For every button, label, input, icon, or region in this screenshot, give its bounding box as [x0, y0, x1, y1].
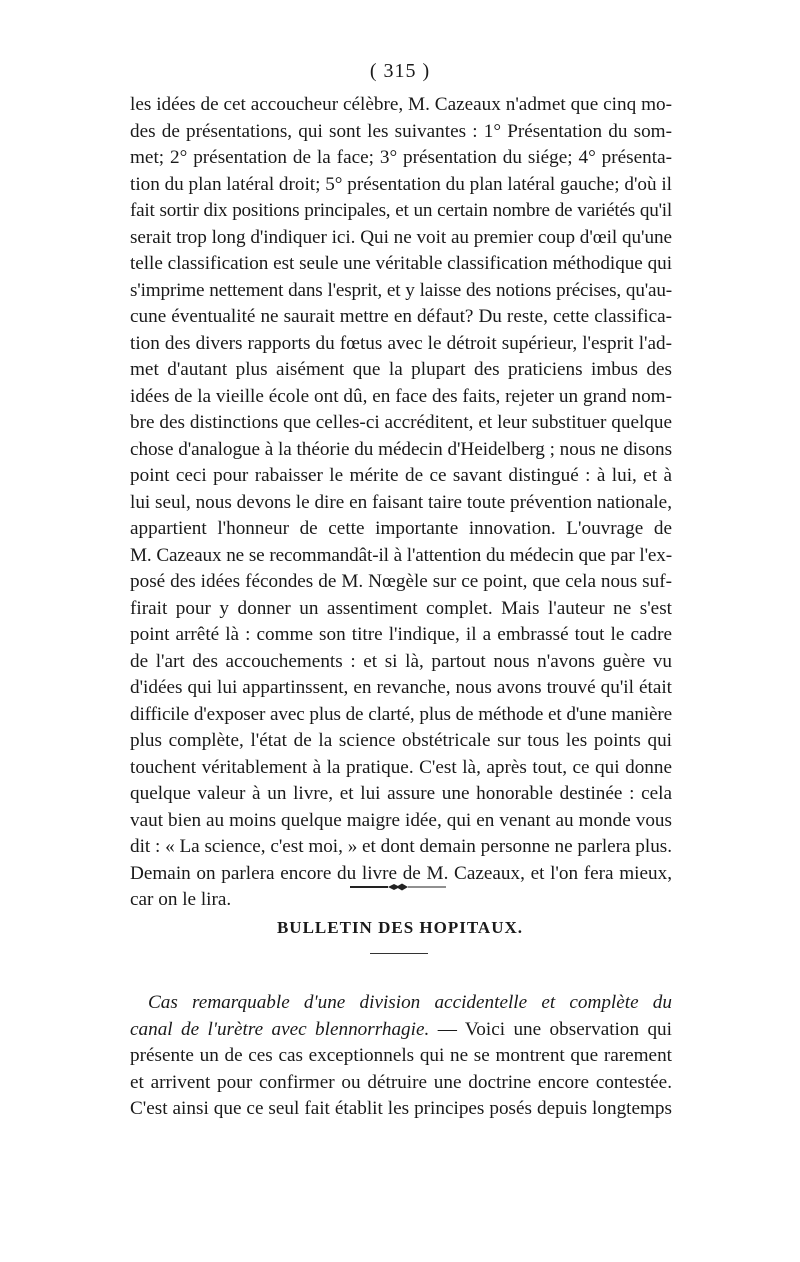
text-line: point ceci pour rabaisser le mérite de ce savant distingué : à lui, et à: [130, 465, 672, 486]
text-line: touchent véritablement à la pratique. C'est là, après tout, ce qui donne: [130, 756, 672, 778]
text-line: firait pour y donner un assentiment complet. Mais l'auteur ne s'est: [130, 597, 672, 619]
text-line: présente un de ces cas exceptionnels qui ne se montrent que rarement: [130, 1045, 672, 1066]
text-line: chose d'analogue à la théorie du médecin d'Heidelberg ; nous ne disons: [130, 438, 672, 460]
title-underline-rule: [370, 953, 428, 954]
text-line: telle classification est seule une véritable classification méthodique qui: [130, 253, 672, 274]
text-line: cune éventualité ne saurait mettre en défaut? Du reste, cette classifica-: [130, 306, 672, 327]
text-line: plus complète, l'état de la science obstétricale sur tous les points qui: [130, 730, 672, 751]
text-line: bre des distinctions que celles-ci accréditent, et leur substituer quelque: [130, 412, 672, 433]
case-title: Cas remarquable d'une division accidentelle et complète du: [148, 992, 672, 1013]
text-line: vaut bien au moins quelque maigre idée, qui en venant au monde vous: [130, 809, 672, 831]
case-report-paragraph: [130, 990, 672, 1123]
case-title-line: [130, 990, 672, 1017]
text-line: s'imprime nettement dans l'esprit, et y laisse des notions précises, qu'au-: [130, 279, 672, 301]
case-intro: — Voici une observation qui: [429, 1018, 672, 1040]
case-title-continued: canal de l'urètre avec blennorrhagie.: [130, 1018, 430, 1040]
text-line: M. Cazeaux ne se recommandât-il à l'attention du médecin que par l'ex-: [130, 544, 672, 566]
text-line: dit : « La science, c'est moi, » et dont demain personne ne parlera plus.: [130, 836, 672, 857]
text-line: idées de la vieille école ont dû, en face des faits, rejeter un grand nom-: [130, 385, 672, 407]
text-line: [130, 1017, 672, 1044]
text-line: car on le lira.: [130, 889, 232, 910]
text-line: difficile d'exposer avec plus de clarté, plus de méthode et d'une manière: [130, 703, 672, 725]
text-line: et arrivent pour confirmer ou détruire une doctrine encore contestée.: [130, 1071, 672, 1093]
text-line: posé des idées fécondes de M. Nœgèle sur ce point, que cela nous suf-: [130, 571, 672, 592]
text-line: quelque valeur à un livre, et lui assure une honorable destinée : cela: [130, 783, 672, 804]
text-line: tion du plan latéral droit; 5° présentation du plan latéral gauche; d'où il: [130, 173, 672, 195]
text-line: met d'autant plus aisément que la plupart des praticiens imbus des: [130, 359, 672, 380]
review-paragraph: [130, 92, 672, 914]
section-title: BULLETIN DES HOPITAUX.: [276, 918, 524, 937]
text-line: point arrêté là : comme son titre l'indique, il a embrassé tout le cadre: [130, 624, 672, 645]
section-divider-ornament: [350, 883, 446, 891]
text-line: lui seul, nous devons le dire en faisant taire toute prévention nationale,: [130, 491, 672, 513]
text-line: met; 2° présentation de la face; 3° présentation du siége; 4° présenta-: [130, 147, 672, 168]
text-line: appartient l'honneur de cette importante innovation. L'ouvrage de: [130, 518, 672, 539]
text-line: Demain on parlera encore du livre de M. Cazeaux, et l'on fera mieux,: [130, 862, 672, 884]
text-line: fait sortir dix positions principales, et un certain nombre de variétés qu'il: [130, 200, 672, 221]
text-line: des de présentations, qui sont les suivantes : 1° Présentation du som-: [130, 120, 672, 142]
text-line: d'idées qui lui appartinssent, en revanche, nous avons trouvé qu'il était: [130, 677, 672, 698]
text-line: de l'art des accouchements : et si là, partout nous n'avons guère vu: [130, 650, 672, 672]
text-line: C'est ainsi que ce seul fait établit les principes posés depuis longtemps: [130, 1098, 672, 1119]
text-line: serait trop long d'indiquer ici. Qui ne voit au premier coup d'œil qu'une: [130, 226, 672, 248]
text-line: les idées de cet accoucheur célèbre, M. Cazeaux n'admet que cinq mo-: [130, 94, 672, 115]
text-line: tion des divers rapports du fœtus avec le détroit supérieur, l'esprit l'ad-: [130, 332, 672, 354]
page-number: ( 315 ): [369, 60, 431, 82]
